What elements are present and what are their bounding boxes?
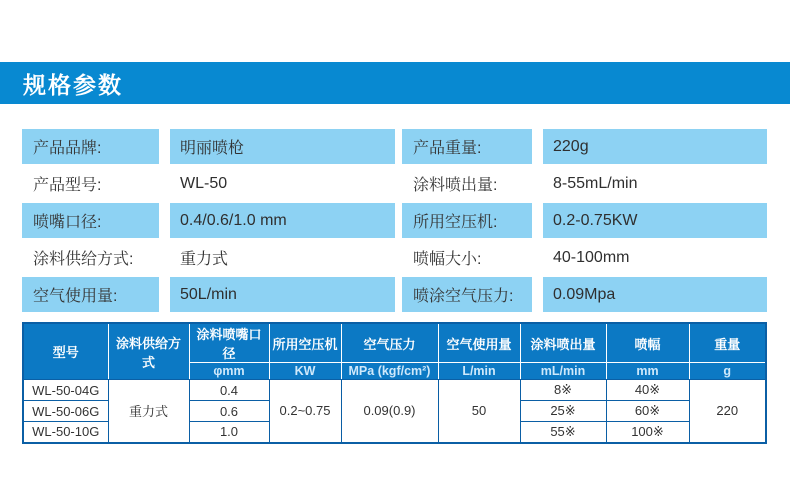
- cell-gap: [532, 277, 543, 312]
- cell-gap: [532, 203, 543, 238]
- spec-label: 喷涂空气压力:: [402, 277, 532, 312]
- spec-value: 40-100mm: [553, 248, 630, 266]
- col-header-nozzle: 涂料喷嘴口径: [189, 323, 269, 363]
- col-header-model: 型号: [23, 323, 108, 380]
- spec-list-left: [22, 129, 395, 314]
- model-spec-table: [22, 322, 767, 444]
- spec-value: 重力式: [180, 251, 229, 268]
- spec-label: 空气使用量:: [22, 277, 159, 312]
- spec-row-nozzle-diameter: [22, 203, 395, 238]
- cell-gap: [159, 277, 170, 312]
- unit-nozzle: φmm: [189, 363, 269, 380]
- spec-value: 0.4/0.6/1.0 mm: [170, 203, 395, 238]
- cell-gap: [532, 166, 543, 201]
- spec-row-compressor: [402, 203, 767, 238]
- cell-nozzle: 0.4: [189, 380, 269, 401]
- col-header-compressor: 所用空压机: [269, 323, 341, 363]
- col-header-air-usage: 空气使用量: [438, 323, 520, 363]
- spec-row-air-usage: [22, 277, 395, 312]
- cell-weight: 220: [689, 380, 766, 443]
- spec-value: 0.09Mpa: [543, 277, 767, 312]
- spec-list-right: [402, 129, 767, 314]
- cell-gap: [532, 240, 543, 275]
- spec-label: 涂料供给方式:: [33, 251, 134, 268]
- spec-row-supply-method: [22, 240, 395, 275]
- spec-value: 50L/min: [170, 277, 395, 312]
- spec-row-paint-output: [402, 166, 767, 201]
- cell-nozzle: 1.0: [189, 422, 269, 443]
- spec-label: 喷嘴口径:: [22, 203, 159, 238]
- spec-row-weight: [402, 129, 767, 164]
- col-header-supply: 涂料供给方式: [108, 323, 189, 380]
- cell-width: 60※: [606, 401, 689, 422]
- spec-value: 220g: [543, 129, 767, 164]
- cell-nozzle: 0.6: [189, 401, 269, 422]
- spec-label: 产品重量:: [402, 129, 532, 164]
- spec-row-model: [22, 166, 395, 201]
- cell-model: WL-50-06G: [23, 401, 108, 422]
- section-title: 规格参数: [23, 71, 123, 98]
- cell-gap: [159, 166, 170, 201]
- table-row: [23, 380, 766, 401]
- cell-supply: 重力式: [108, 380, 189, 443]
- spec-value: WL-50: [180, 174, 228, 192]
- spec-value: 0.2-0.75KW: [543, 203, 767, 238]
- unit-compressor: KW: [269, 363, 341, 380]
- spec-label: 产品品牌:: [22, 129, 159, 164]
- spec-label: 喷幅大小:: [413, 251, 482, 268]
- cell-gap: [532, 129, 543, 164]
- cell-air-usage: 50: [438, 380, 520, 443]
- spec-value: 明丽喷枪: [170, 129, 395, 164]
- cell-output: 8※: [520, 380, 606, 401]
- cell-width: 100※: [606, 422, 689, 443]
- spec-row-spray-pressure: [402, 277, 767, 312]
- spec-label: 所用空压机:: [402, 203, 532, 238]
- cell-gap: [159, 203, 170, 238]
- spec-label: 涂料喷出量:: [413, 177, 498, 194]
- spec-row-brand: [22, 129, 395, 164]
- unit-pressure: MPa (kgf/cm²): [341, 363, 438, 380]
- unit-air-usage: L/min: [438, 363, 520, 380]
- table-header-row: [23, 323, 766, 363]
- cell-gap: [159, 240, 170, 275]
- unit-weight: g: [689, 363, 766, 380]
- cell-model: WL-50-10G: [23, 422, 108, 443]
- cell-gap: [159, 129, 170, 164]
- col-header-output: 涂料喷出量: [520, 323, 606, 363]
- col-header-width: 喷幅: [606, 323, 689, 363]
- section-header-bar: [0, 62, 790, 104]
- cell-output: 25※: [520, 401, 606, 422]
- cell-output: 55※: [520, 422, 606, 443]
- spec-row-spray-width: [402, 240, 767, 275]
- col-header-weight: 重量: [689, 323, 766, 363]
- cell-compressor: 0.2~0.75: [269, 380, 341, 443]
- unit-width: mm: [606, 363, 689, 380]
- cell-pressure: 0.09(0.9): [341, 380, 438, 443]
- cell-model: WL-50-04G: [23, 380, 108, 401]
- spec-value: 8-55mL/min: [553, 174, 638, 192]
- spec-label: 产品型号:: [33, 177, 102, 194]
- cell-width: 40※: [606, 380, 689, 401]
- col-header-pressure: 空气压力: [341, 323, 438, 363]
- unit-output: mL/min: [520, 363, 606, 380]
